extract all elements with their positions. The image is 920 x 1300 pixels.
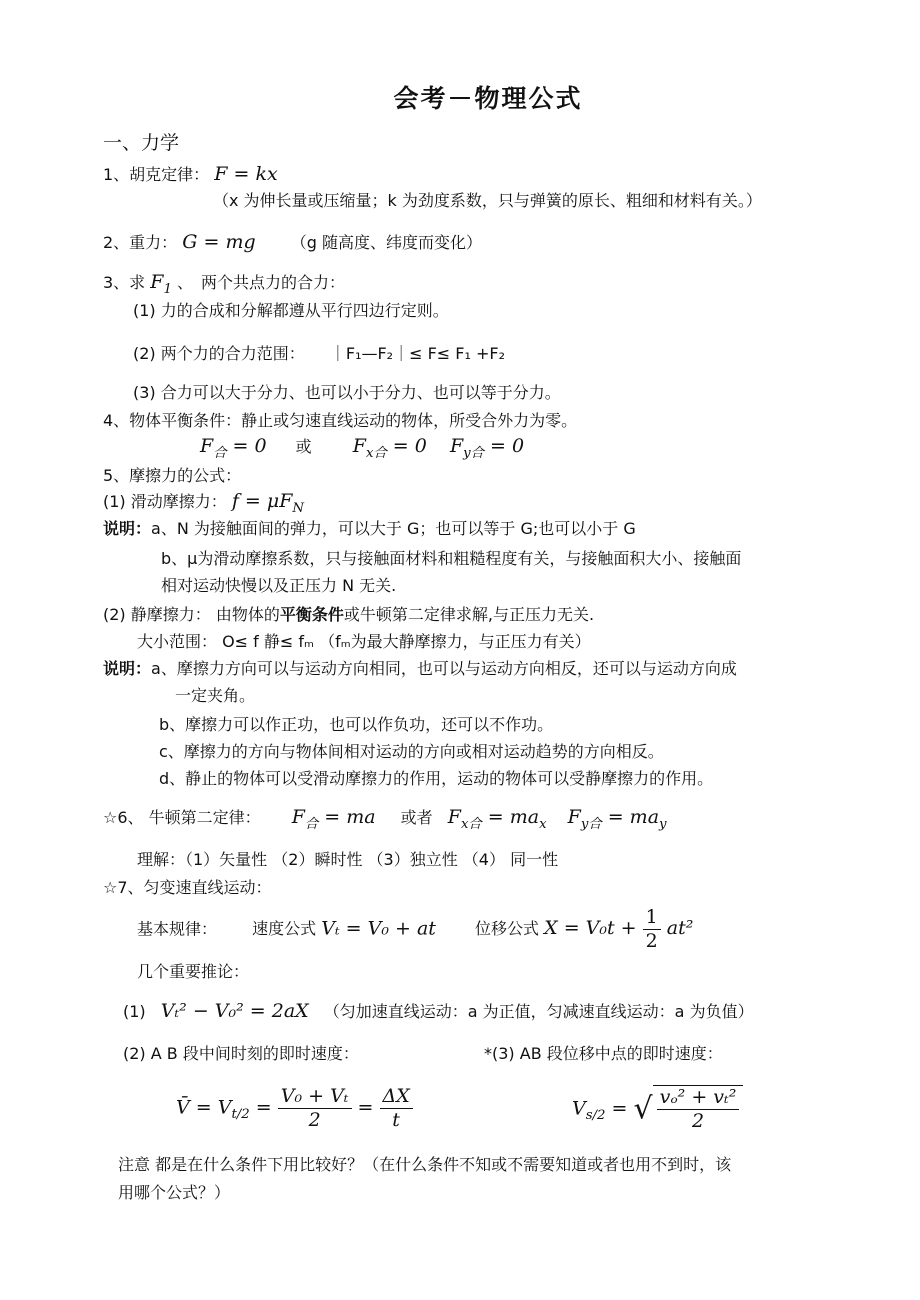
point: (1) 力的合成和分解都遵从平行四边行定则。: [133, 301, 449, 320]
displacement-formula: X = V₀t + $\frac{1}{2}$ at²: [544, 906, 694, 952]
item-gravity: [103, 231, 482, 254]
note-head: 说明：: [103, 659, 152, 678]
note-head: 说明：: [103, 519, 152, 538]
item-hooke: [103, 163, 278, 186]
inference-2-label: (2) A B 段中间时刻的即时速度：: [123, 1044, 359, 1063]
formula: F = kx: [214, 163, 278, 185]
point-label: (1) 滑动摩擦力：: [103, 492, 227, 511]
note: （匀加速直线运动：a 为正值，匀减速直线运动：a 为负值）: [323, 1002, 754, 1021]
attention-note: 用哪个公式？）: [118, 1183, 231, 1202]
page-title: 会考－物理公式: [393, 84, 583, 113]
note: [103, 519, 636, 538]
item-label: 1、胡克定律：: [103, 165, 210, 184]
note: d、静止的物体可以受滑动摩擦力的作用，运动的物体可以受静摩擦力的作用。: [159, 769, 714, 788]
formula: $F_{y合} = ma_y$: [567, 806, 667, 832]
mid-time-velocity-formula: V̄ = $V_{t/2}$ = $\frac{\text{V₀ + Vₜ}}{2}$ = $\frac{\Delta X}{t}$: [176, 1085, 413, 1132]
inference-1: [123, 1000, 754, 1023]
note: b、摩擦力可以作正功，也可以作负功，还可以不作功。: [159, 715, 554, 734]
understanding: 理解：（1）矢量性 （2）瞬时性 （3）独立性 （4） 同一性: [137, 850, 559, 869]
or-text: 或者: [400, 808, 433, 827]
formula: $F_合 = 0$: [200, 435, 267, 461]
note: 相对运动快慢以及正压力 N 无关.: [161, 576, 397, 595]
note: b、μ为滑动摩擦系数，只与接触面材料和粗糙程度有关，与接触面积大小、接触面: [161, 549, 742, 568]
inference-3-label: *(3) AB 段位移中点的即时速度：: [484, 1044, 723, 1063]
item-label: 3、求: [103, 273, 146, 292]
formula: $F_1$: [150, 271, 172, 297]
note-text: a、N 为接触面间的弹力，可以大于 G；也可以等于 G;也可以小于 G: [151, 519, 636, 538]
point: [103, 605, 594, 624]
mid-position-velocity-formula: $V_{s/2}$ = √ $\frac{\text{vₒ² + vₜ²}}{2}$: [572, 1085, 743, 1133]
point-label: (2) 两个力的合力范围：: [133, 344, 305, 363]
note-text: a、摩擦力方向可以与运动方向相同，也可以与运动方向相反，还可以与运动方向成: [151, 659, 737, 678]
formula: $f = \mu F_N$: [231, 490, 305, 516]
basic-laws: [137, 906, 693, 953]
formula-row: [200, 435, 524, 462]
velocity-formula: Vₜ = V₀ + at: [321, 917, 436, 940]
formula: G = mg: [182, 231, 256, 253]
or-text: 或: [295, 437, 312, 456]
bold-text: 平衡条件: [279, 605, 344, 624]
item-newton: [103, 806, 667, 833]
point: (3) 合力可以大于分力、也可以小于分力、也可以等于分力。: [133, 383, 561, 402]
label: 位移公式: [475, 919, 540, 939]
label: 基本规律：: [137, 919, 218, 939]
item-friction: 5、摩擦力的公式：: [103, 466, 242, 485]
point-label: (2) 静摩擦力： 由物体的: [103, 605, 280, 624]
note: （x 为伸长量或压缩量；k 为劲度系数，只与弹簧的原长、粗细和材料有关。）: [213, 191, 762, 210]
formula: $F_合$ = ma: [291, 806, 376, 832]
note: 一定夹角。: [175, 686, 256, 705]
note: （g 随高度、纬度而变化）: [290, 233, 482, 252]
item-label: 、 两个共点力的合力：: [177, 273, 346, 292]
item-equilibrium: 4、物体平衡条件：静止或匀速直线运动的物体，所受合外力为零。: [103, 411, 578, 430]
section-heading: 一、力学: [103, 132, 180, 154]
formula: $F_{y合} = 0$: [449, 435, 525, 461]
label: 速度公式: [252, 919, 317, 939]
formula: $F_{x合} = ma_x$: [447, 806, 547, 832]
point-text: 或牛顿第二定律求解,与正压力无关.: [343, 605, 595, 624]
note: c、摩擦力的方向与物体间相对运动的方向或相对运动趋势的方向相反。: [159, 742, 664, 761]
formula: Vₜ² − V₀² = 2aX: [160, 1000, 309, 1022]
formula: ｜F₁—F₂｜≤ F≤ F₁ +F₂: [329, 344, 506, 363]
item-label: ☆6、 牛顿第二定律：: [103, 808, 261, 827]
item-resultant: [103, 271, 345, 298]
item-kinematics: ☆7、匀变速直线运动：: [103, 878, 272, 897]
point: [133, 344, 505, 363]
point: [103, 490, 304, 517]
formula: $F_{x合} = 0$: [352, 435, 427, 461]
label: (1): [123, 1002, 146, 1021]
inferences-label: 几个重要推论：: [137, 962, 250, 981]
range: 大小范围： O≤ f 静≤ fₘ （fₘ为最大静摩擦力，与正压力有关）: [137, 632, 591, 651]
attention-note: 注意 都是在什么条件下用比较好？（在什么条件不知或不需要知道或者也用不到时，该: [118, 1155, 732, 1174]
note: [103, 659, 737, 678]
item-label: 2、重力：: [103, 233, 178, 252]
